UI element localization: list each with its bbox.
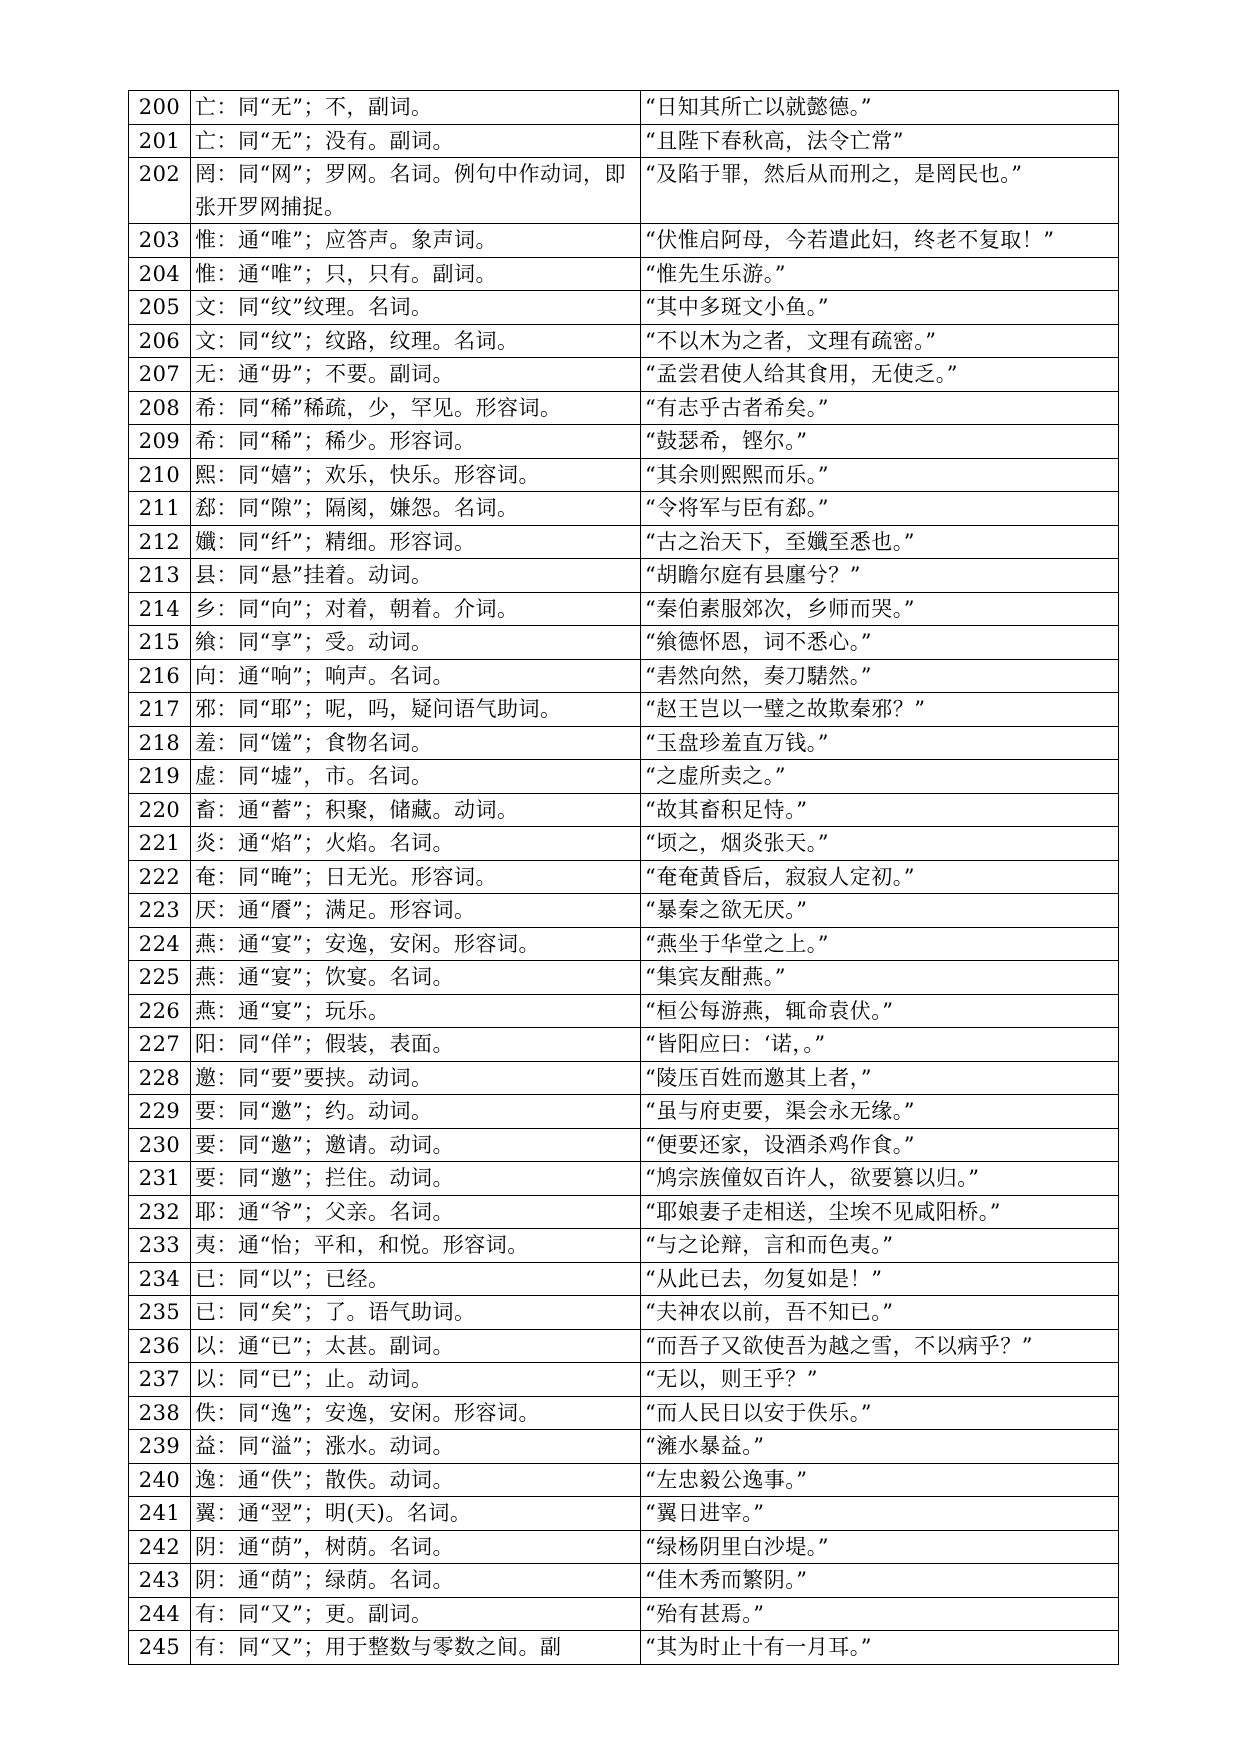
table-row <box>129 559 1119 593</box>
entry-definition: 亡：同“无”；没有。副词。 <box>191 124 641 158</box>
table-row <box>129 827 1119 861</box>
entry-definition: 希：同“稀”稀疏，少，罕见。形容词。 <box>191 391 641 425</box>
entry-definition: 乡：同“向”；对着，朝着。介词。 <box>191 592 641 626</box>
table-row <box>129 1296 1119 1330</box>
entry-example: “与之论辩，言和而色夷。” <box>641 1229 1119 1263</box>
entry-example: “赵王岂以一璧之故欺秦邪？” <box>641 693 1119 727</box>
entry-example: “而吾子又欲使吾为越之雪，不以病乎？” <box>641 1329 1119 1363</box>
entry-example: “古之治天下，至孅至悉也。” <box>641 525 1119 559</box>
entry-definition: 羞：同“馐”；食物名词。 <box>191 726 641 760</box>
table-row <box>129 1497 1119 1531</box>
entry-number: 220 <box>129 793 191 827</box>
entry-number: 231 <box>129 1162 191 1196</box>
table-row <box>129 659 1119 693</box>
entry-example: “其为时止十有一月耳。” <box>641 1631 1119 1665</box>
entry-number: 200 <box>129 91 191 125</box>
entry-number: 219 <box>129 760 191 794</box>
table-row <box>129 1530 1119 1564</box>
entry-definition: 惟：通“唯”；只，只有。副词。 <box>191 257 641 291</box>
entry-definition: 亡：同“无”；不，副词。 <box>191 91 641 125</box>
entry-definition: 要：同“邀”；约。动词。 <box>191 1095 641 1129</box>
table-row <box>129 391 1119 425</box>
entry-number: 241 <box>129 1497 191 1531</box>
table-row <box>129 961 1119 995</box>
table-row <box>129 1631 1119 1665</box>
entry-definition: 希：同“稀”；稀少。形容词。 <box>191 425 641 459</box>
table-row <box>129 1162 1119 1196</box>
entry-number: 240 <box>129 1463 191 1497</box>
table-row <box>129 693 1119 727</box>
entry-example: “澭水暴益。” <box>641 1430 1119 1464</box>
entry-definition: 虚：同“墟”，市。名词。 <box>191 760 641 794</box>
entry-example: “顷之，烟炎张天。” <box>641 827 1119 861</box>
entry-example: “集宾友酣燕。” <box>641 961 1119 995</box>
entry-number: 212 <box>129 525 191 559</box>
entry-definition: 要：同“邀”；邀请。动词。 <box>191 1128 641 1162</box>
entry-number: 234 <box>129 1262 191 1296</box>
entry-definition: 邀：同“要”要挟。动词。 <box>191 1061 641 1095</box>
entry-example: “殆有甚焉。” <box>641 1597 1119 1631</box>
entry-definition: 有：同“又”；更。副词。 <box>191 1597 641 1631</box>
entry-number: 222 <box>129 860 191 894</box>
entry-example: “无以，则王乎？” <box>641 1363 1119 1397</box>
entry-definition: 阴：通“荫”，树荫。名词。 <box>191 1530 641 1564</box>
entry-definition: 厌：通“餍”；满足。形容词。 <box>191 894 641 928</box>
entry-number: 239 <box>129 1430 191 1464</box>
entry-definition: 佚：同“逸”；安逸，安闲。形容词。 <box>191 1396 641 1430</box>
entry-definition: 燕：通“宴”；安逸，安闲。形容词。 <box>191 927 641 961</box>
table-row <box>129 793 1119 827</box>
document-page <box>128 90 1118 1665</box>
entry-number: 205 <box>129 291 191 325</box>
table-row <box>129 1564 1119 1598</box>
entry-definition: 惟：通“唯”；应答声。象声词。 <box>191 224 641 258</box>
entry-definition: 向：通“响”；响声。名词。 <box>191 659 641 693</box>
table-row <box>129 1463 1119 1497</box>
entry-example: “左忠毅公逸事。” <box>641 1463 1119 1497</box>
entry-definition: 阳：同“佯”；假装，表面。 <box>191 1028 641 1062</box>
entry-example: “砉然向然，奏刀騞然。” <box>641 659 1119 693</box>
entry-number: 225 <box>129 961 191 995</box>
table-row <box>129 1195 1119 1229</box>
table-row <box>129 257 1119 291</box>
table-row <box>129 458 1119 492</box>
entry-definition: 罔：同“网”；罗网。名词。例句中作动词，即张开罗网捕捉。 <box>191 158 641 224</box>
table-row <box>129 525 1119 559</box>
entry-example: “不以木为之者，文理有疏密。” <box>641 324 1119 358</box>
entry-example: “令将军与臣有郄。” <box>641 492 1119 526</box>
entry-definition: 邪：同“耶”；呢，吗，疑问语气助词。 <box>191 693 641 727</box>
entry-definition: 奄：同“晻”；日无光。形容词。 <box>191 860 641 894</box>
entry-example: “燕坐于华堂之上。” <box>641 927 1119 961</box>
entry-number: 226 <box>129 994 191 1028</box>
entry-example: “有志乎古者希矣。” <box>641 391 1119 425</box>
vocabulary-table <box>128 90 1119 1665</box>
entry-example: “之虚所卖之。” <box>641 760 1119 794</box>
entry-example: “翼日进宰。” <box>641 1497 1119 1531</box>
entry-number: 214 <box>129 592 191 626</box>
entry-number: 245 <box>129 1631 191 1665</box>
entry-number: 236 <box>129 1329 191 1363</box>
table-row <box>129 592 1119 626</box>
entry-definition: 耶：通“爷”；父亲。名词。 <box>191 1195 641 1229</box>
entry-example: “孟尝君使人给其食用，无使乏。” <box>641 358 1119 392</box>
table-row <box>129 1095 1119 1129</box>
entry-example: “故其畜积足恃。” <box>641 793 1119 827</box>
entry-example: “夫神农以前，吾不知已。” <box>641 1296 1119 1330</box>
entry-number: 217 <box>129 693 191 727</box>
entry-example: “绿杨阴里白沙堤。” <box>641 1530 1119 1564</box>
entry-definition: 翼：通“翌”；明(天)。名词。 <box>191 1497 641 1531</box>
table-row <box>129 1597 1119 1631</box>
entry-number: 218 <box>129 726 191 760</box>
entry-number: 235 <box>129 1296 191 1330</box>
entry-definition: 益：同“溢”；涨水。动词。 <box>191 1430 641 1464</box>
table-row <box>129 1329 1119 1363</box>
table-row <box>129 760 1119 794</box>
entry-number: 216 <box>129 659 191 693</box>
entry-definition: 孅：同“纤”；精细。形容词。 <box>191 525 641 559</box>
entry-example: “玉盘珍羞直万钱。” <box>641 726 1119 760</box>
entry-number: 227 <box>129 1028 191 1062</box>
entry-number: 215 <box>129 626 191 660</box>
entry-definition: 夷：通“怡；平和，和悦。形容词。 <box>191 1229 641 1263</box>
table-row <box>129 1061 1119 1095</box>
table-row <box>129 626 1119 660</box>
entry-definition: 以：同“已”；止。动词。 <box>191 1363 641 1397</box>
entry-example: “皆阳应曰：‘诺，。” <box>641 1028 1119 1062</box>
entry-example: “秦伯素服郊次，乡师而哭。” <box>641 592 1119 626</box>
table-row <box>129 994 1119 1028</box>
entry-definition: 飨：同“享”；受。动词。 <box>191 626 641 660</box>
entry-number: 211 <box>129 492 191 526</box>
entry-definition: 畜：通“蓄”；积聚，储藏。动词。 <box>191 793 641 827</box>
entry-number: 232 <box>129 1195 191 1229</box>
entry-example: “从此已去，勿复如是！” <box>641 1262 1119 1296</box>
entry-example: “陵压百姓而邀其上者，” <box>641 1061 1119 1095</box>
table-row <box>129 358 1119 392</box>
entry-number: 202 <box>129 158 191 224</box>
entry-example: “鸠宗族僮奴百许人，欲要篡以归。” <box>641 1162 1119 1196</box>
entry-number: 237 <box>129 1363 191 1397</box>
entry-definition: 燕：通“宴”；玩乐。 <box>191 994 641 1028</box>
table-row <box>129 425 1119 459</box>
entry-number: 224 <box>129 927 191 961</box>
entry-definition: 有：同“又”；用于整数与零数之间。副 <box>191 1631 641 1665</box>
entry-example: “虽与府吏要，渠会永无缘。” <box>641 1095 1119 1129</box>
entry-example: “且陛下春秋高，法令亡常” <box>641 124 1119 158</box>
table-row <box>129 91 1119 125</box>
entry-definition: 逸：通“佚”；散佚。动词。 <box>191 1463 641 1497</box>
entry-example: “胡瞻尔庭有县廛兮？” <box>641 559 1119 593</box>
table-row <box>129 1262 1119 1296</box>
table-row <box>129 224 1119 258</box>
entry-definition: 以：通“已”；太甚。副词。 <box>191 1329 641 1363</box>
entry-example: “暴秦之欲无厌。” <box>641 894 1119 928</box>
entry-number: 230 <box>129 1128 191 1162</box>
entry-example: “伏惟启阿母，今若遣此妇，终老不复取！” <box>641 224 1119 258</box>
entry-example: “其余则熙熙而乐。” <box>641 458 1119 492</box>
entry-number: 238 <box>129 1396 191 1430</box>
entry-definition: 已：同“矣”；了。语气助词。 <box>191 1296 641 1330</box>
table-row <box>129 124 1119 158</box>
entry-number: 213 <box>129 559 191 593</box>
entry-definition: 燕：通“宴”；饮宴。名词。 <box>191 961 641 995</box>
entry-number: 228 <box>129 1061 191 1095</box>
entry-definition: 无：通“毋”；不要。副词。 <box>191 358 641 392</box>
entry-definition: 熙：同“嬉”；欢乐，快乐。形容词。 <box>191 458 641 492</box>
table-row <box>129 927 1119 961</box>
entry-example: “日知其所亡以就懿德。” <box>641 91 1119 125</box>
entry-number: 203 <box>129 224 191 258</box>
table-row <box>129 158 1119 224</box>
entry-example: “及陷于罪，然后从而刑之，是罔民也。” <box>641 158 1119 224</box>
entry-number: 242 <box>129 1530 191 1564</box>
table-row <box>129 1430 1119 1464</box>
table-row <box>129 492 1119 526</box>
entry-definition: 要：同“邀”；拦住。动词。 <box>191 1162 641 1196</box>
entry-number: 201 <box>129 124 191 158</box>
entry-example: “鼓瑟希，铿尔。” <box>641 425 1119 459</box>
table-row <box>129 1028 1119 1062</box>
entry-example: “奄奄黄昏后，寂寂人定初。” <box>641 860 1119 894</box>
entry-definition: 阴：通“荫”；绿荫。名词。 <box>191 1564 641 1598</box>
table-row <box>129 894 1119 928</box>
table-body <box>129 91 1119 1665</box>
entry-example: “而人民日以安于佚乐。” <box>641 1396 1119 1430</box>
entry-example: “桓公每游燕，辄命袁伏。” <box>641 994 1119 1028</box>
entry-number: 209 <box>129 425 191 459</box>
table-row <box>129 1229 1119 1263</box>
entry-number: 221 <box>129 827 191 861</box>
entry-number: 244 <box>129 1597 191 1631</box>
entry-number: 229 <box>129 1095 191 1129</box>
table-row <box>129 291 1119 325</box>
entry-example: “便要还家，设酒杀鸡作食。” <box>641 1128 1119 1162</box>
entry-example: “耶娘妻子走相送，尘埃不见咸阳桥。” <box>641 1195 1119 1229</box>
table-row <box>129 860 1119 894</box>
entry-example: “其中多斑文小鱼。” <box>641 291 1119 325</box>
table-row <box>129 1396 1119 1430</box>
table-row <box>129 1128 1119 1162</box>
entry-number: 206 <box>129 324 191 358</box>
table-row <box>129 726 1119 760</box>
entry-definition: 郄：同“隙”；隔阂，嫌怨。名词。 <box>191 492 641 526</box>
entry-example: “惟先生乐游。” <box>641 257 1119 291</box>
entry-definition: 县：同“悬”挂着。动词。 <box>191 559 641 593</box>
entry-definition: 文：同“纹”纹理。名词。 <box>191 291 641 325</box>
entry-number: 243 <box>129 1564 191 1598</box>
entry-number: 223 <box>129 894 191 928</box>
entry-example: “飨德怀恩，词不悉心。” <box>641 626 1119 660</box>
entry-number: 207 <box>129 358 191 392</box>
entry-number: 210 <box>129 458 191 492</box>
table-row <box>129 1363 1119 1397</box>
entry-example: “佳木秀而繁阴。” <box>641 1564 1119 1598</box>
entry-definition: 炎：通“焰”；火焰。名词。 <box>191 827 641 861</box>
table-row <box>129 324 1119 358</box>
entry-definition: 文：同“纹”；纹路，纹理。名词。 <box>191 324 641 358</box>
entry-definition: 已：同“以”；已经。 <box>191 1262 641 1296</box>
entry-number: 233 <box>129 1229 191 1263</box>
entry-number: 208 <box>129 391 191 425</box>
entry-number: 204 <box>129 257 191 291</box>
